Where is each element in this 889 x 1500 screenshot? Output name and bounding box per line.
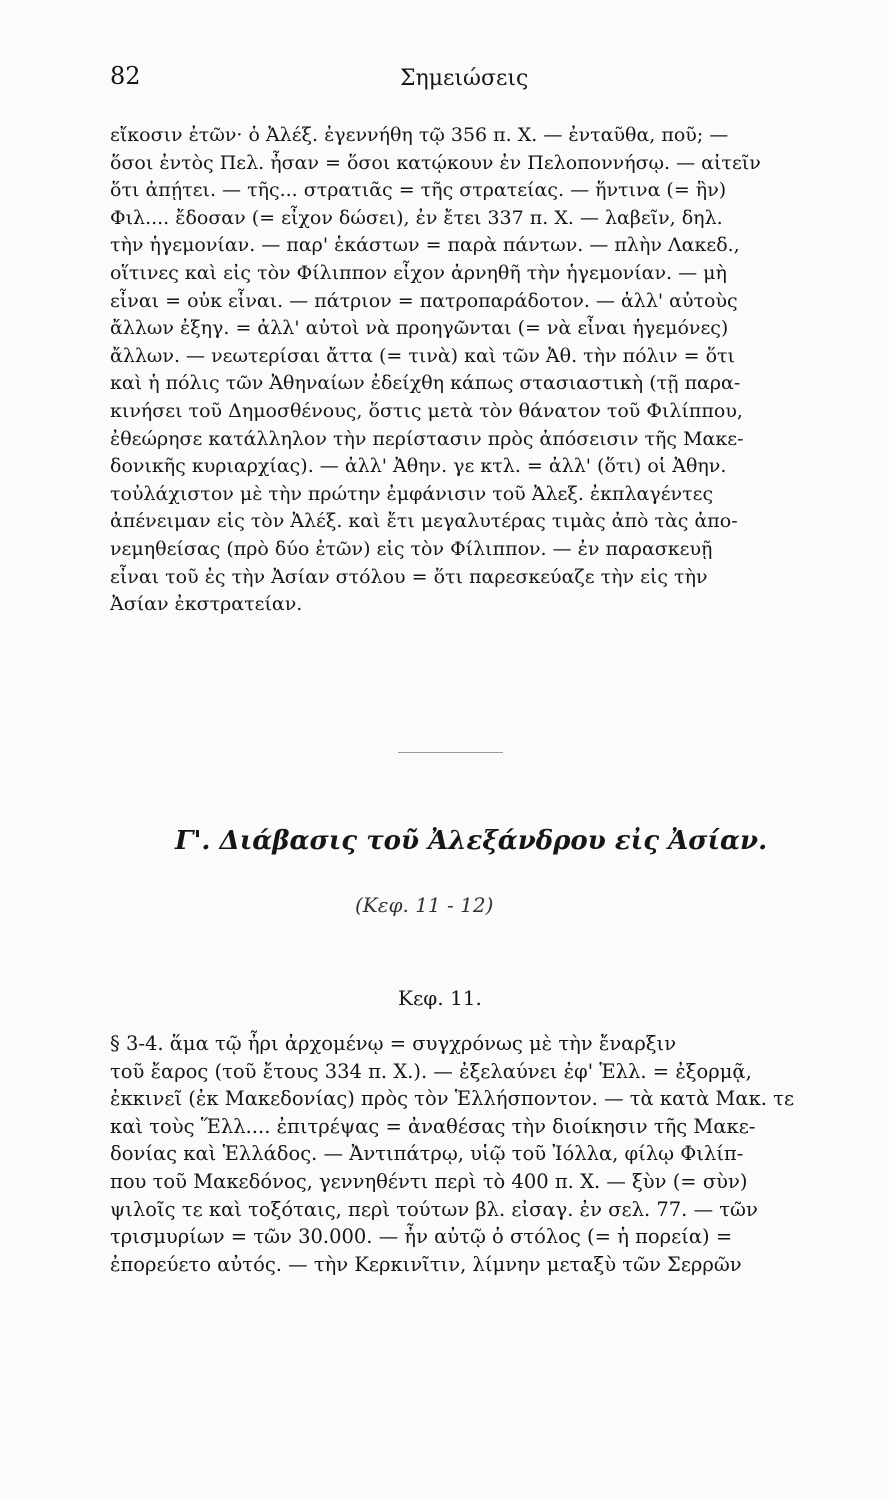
notes-line: εἶναι τοῦ ἐς τὴν Ἀσίαν στόλου = ὅτι παρεσκεύαζε τὴν εἰς τὴν — [110, 565, 708, 588]
notes-line: Φιλ.... ἔδοσαν (= εἶχον δώσει), ἐν ἔτει 337 π. Χ. — λαβεῖν, δηλ. — [110, 206, 723, 229]
chapter-line: καὶ τοὺς Ἕλλ.... ἐπιτρέψας = ἀναθέσας τὴν διοίκησιν τῆς Μακε- — [110, 1114, 756, 1138]
notes-line: νεμηθείσας (πρὸ δύο ἐτῶν) εἰς τὸν Φίλιππον. — ἐν παρασκευῇ — [110, 537, 713, 560]
notes-line: ἐθεώρησε κατάλληλον τὴν περίστασιν πρὸς ἀπόσεισιν τῆς Μακε- — [110, 427, 744, 450]
notes-line: τὴν ἡγεμονίαν. — παρ' ἑκάστων = παρὰ πάντων. — πλὴν Λακεδ., — [110, 234, 740, 257]
chapter-line: τρισμυρίων = τῶν 30.000. — ἦν αὐτῷ ὁ στόλος (= ἡ πορεία) = — [110, 1225, 733, 1249]
notes-line: οἵτινες καὶ εἰς τὸν Φίλιππον εἶχον ἀρνηθῆ τὴν ἡγεμονίαν. — μὴ — [110, 261, 727, 284]
section-heading: Γ'. Διάβασις τοῦ Ἀλεξάνδρου εἰς Ἀσίαν. — [175, 826, 768, 856]
chapter-line: που τοῦ Μακεδόνος, γεννηθέντι περὶ τὸ 400 π. Χ. — ξὺν (= σὺν) — [110, 1169, 748, 1193]
chapter-line: ἐπορεύετο αὐτός. — τὴν Κερκινῖτιν, λίμνην μεταξὺ τῶν Σερρῶν — [110, 1252, 742, 1276]
chapter-line: § 3-4. ἅμα τῷ ἦρι ἀρχομένῳ = συγχρόνως μὲ τὴν ἔναρξιν — [110, 1032, 677, 1055]
notes-line: κινήσει τοῦ Δημοσθένους, ὅστις μετὰ τὸν θάνατον τοῦ Φιλίππου, — [110, 399, 743, 422]
notes-line: δονικῆς κυριαρχίας). — ἀλλ' Ἀθην. γε κτλ. = ἀλλ' (ὅτι) οἱ Ἀθην. — [110, 455, 727, 478]
chapter-label: Κεφ. 11. — [398, 986, 482, 1010]
notes-line: ἀπένειμαν εἰς τὸν Ἀλέξ. καὶ ἔτι μεγαλυτέρας τιμὰς ἀπὸ τὰς ἀπο- — [110, 510, 738, 533]
chapter-line: ἐκκινεῖ (ἐκ Μακεδονίας) πρὸς τὸν Ἑλλήσποντον. — τὰ κατὰ Μακ. τε — [110, 1087, 795, 1111]
notes-line: τοὐλάχιστον μὲ τὴν πρώτην ἐμφάνισιν τοῦ Ἀλεξ. ἐκπλαγέντες — [110, 482, 714, 505]
notes-line: καὶ ἡ πόλις τῶν Ἀθηναίων ἐδείχθη κάπως στασιαστικὴ (τῇ παρα- — [110, 372, 741, 395]
notes-text-block — [110, 122, 822, 619]
section-divider — [398, 752, 503, 753]
notes-line: εἶναι = οὐκ εἶναι. — πάτριον = πατροπαράδοτον. — ἀλλ' αὐτοὺς — [110, 289, 738, 312]
running-head: Σημειώσεις — [400, 66, 529, 91]
notes-line: ἄλλων. — νεωτερίσαι ἄττα (= τινὰ) καὶ τῶν Ἀθ. τὴν πόλιν = ὅτι — [110, 344, 735, 367]
notes-line: εἴκοσιν ἐτῶν· ὁ Ἀλέξ. ἐγεννήθη τῷ 356 π. Χ. — ἐνταῦθα, ποῦ; — — [110, 124, 729, 146]
page-number: 82 — [110, 62, 141, 90]
chapter-line: τοῦ ἔαρος (τοῦ ἔτους 334 π. Χ.). — ἐξελαύνει ἐφ' Ἑλλ. = ἐξορμᾷ, — [110, 1059, 752, 1083]
notes-line: ὅσοι ἐντὸς Πελ. ἦσαν = ὅσοι κατῴκουν ἐν Πελοποννήσῳ. — αἰτεῖν — [110, 151, 761, 174]
notes-line: ὅτι ἀπῄτει. — τῆς... στρατιᾶς = τῆς στρατείας. — ἥντινα (= ἣν) — [110, 179, 727, 202]
chapter-line: δονίας καὶ Ἑλλάδος. — Ἀντιπάτρῳ, υἱῷ τοῦ Ἰόλλα, φίλῳ Φιλίπ- — [110, 1142, 744, 1166]
chapter-line: ψιλοῖς τε καὶ τοξόταις, περὶ τούτων βλ. εἰσαγ. ἐν σελ. 77. — τῶν — [110, 1197, 758, 1221]
notes-line: Ἀσίαν ἐκστρατείαν. — [110, 593, 303, 616]
chapter-text-block — [110, 1030, 822, 1278]
notes-line: ἄλλων ἐξηγ. = ἀλλ' αὐτοὶ νὰ προηγῶνται (= νὰ εἶναι ἡγεμόνες) — [110, 317, 729, 340]
chapter-range: (Κεφ. 11 - 12) — [355, 893, 494, 917]
